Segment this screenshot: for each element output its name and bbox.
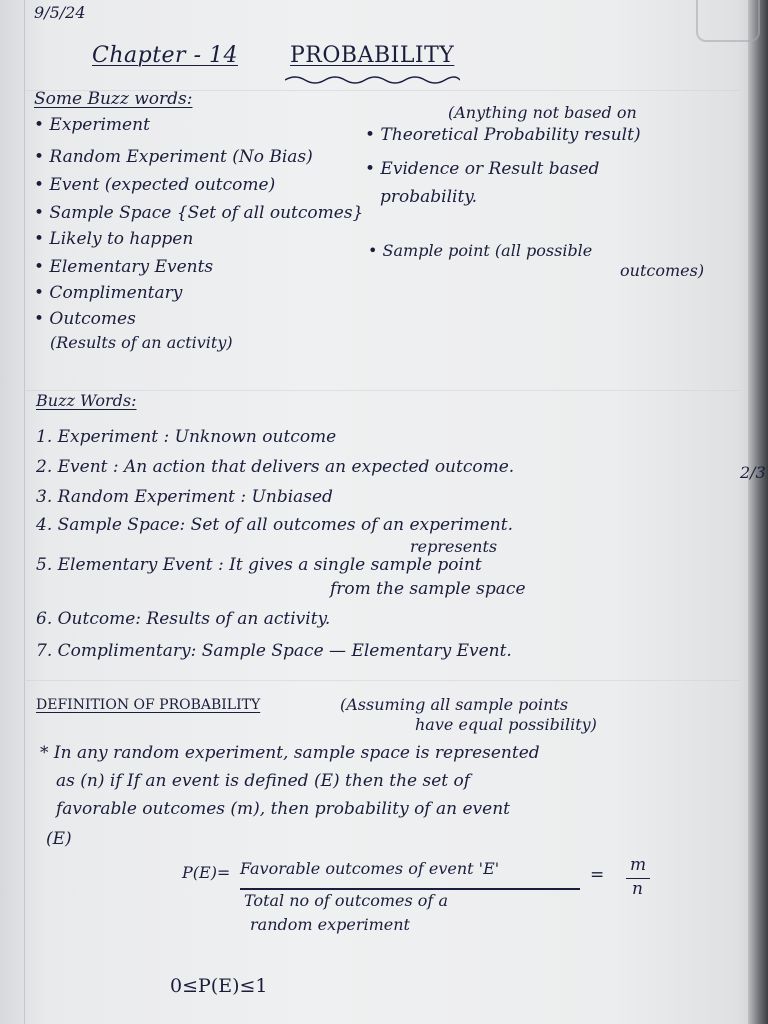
formula-denominator: Total no of outcomes of a (244, 891, 448, 910)
formula-numerator: Favorable outcomes of event 'E' (240, 859, 500, 878)
list-item: probability. (380, 187, 478, 207)
margin-note: 2/3 (740, 463, 766, 482)
definition-item: 7. Complimentary: Sample Space — Elementary Event. (36, 641, 512, 661)
definition-heading: DEFINITION OF PROBABILITY (36, 697, 261, 713)
list-item: • Theoretical Probability result) (365, 125, 641, 145)
list-item-note: outcomes) (620, 261, 705, 280)
list-item: • Evidence or Result based (365, 159, 600, 179)
list-item: • Sample Space {Set of all outcomes} (34, 203, 364, 223)
formula-denominator: random experiment (250, 915, 410, 934)
ruled-line (24, 680, 740, 681)
list-item: • Outcomes (34, 309, 136, 329)
definition-text: favorable outcomes (m), then probability of an event (56, 799, 510, 819)
formula-lhs: P(E)= (182, 863, 231, 882)
formula-result-numerator: m (630, 855, 647, 875)
margin-line (24, 0, 25, 1024)
wavy-underline (285, 74, 460, 86)
chapter-label: Chapter - 14 (92, 43, 238, 68)
list-item: • Event (expected outcome) (34, 175, 276, 195)
definition-item: 5. Elementary Event : It gives a single sample point (36, 555, 482, 575)
definition-item: 3. Random Experiment : Unbiased (36, 487, 333, 507)
definition-text: as (n) if If an event is defined (E) then the set of (56, 771, 471, 791)
definition-item: 6. Outcome: Results of an activity. (36, 609, 331, 629)
buzz-words-heading: Buzz Words: (36, 391, 137, 410)
list-item: • Elementary Events (34, 257, 214, 277)
list-item: • Likely to happen (34, 229, 194, 249)
list-item: • Experiment (34, 115, 150, 135)
definition-item: 1. Experiment : Unknown outcome (36, 427, 337, 447)
probability-bounds: 0≤P(E)≤1 (170, 975, 268, 997)
fraction-line (240, 888, 580, 890)
definition-text: (E) (46, 829, 72, 849)
buzz-words-intro-heading: Some Buzz words: (34, 89, 193, 109)
list-item: • Random Experiment (No Bias) (34, 147, 313, 167)
binder-ring (696, 0, 760, 42)
definition-condition: have equal possibility) (415, 715, 597, 734)
list-item-note: (Anything not based on (448, 103, 637, 122)
list-item: • Sample point (all possible (368, 241, 593, 260)
page-title: PROBABILITY (290, 43, 455, 68)
formula-equals: = (590, 865, 605, 885)
inserted-word: represents (410, 537, 498, 556)
definition-item: 4. Sample Space: Set of all outcomes of an experiment. (36, 515, 513, 535)
definition-item-continued: from the sample space (330, 579, 526, 599)
definition-condition: (Assuming all sample points (340, 695, 569, 714)
formula-result-denominator: n (632, 879, 643, 899)
definition-text: * In any random experiment, sample space is represented (40, 743, 540, 763)
list-item: • Complimentary (34, 283, 183, 303)
date: 9/5/24 (34, 3, 86, 22)
list-item-note: (Results of an activity) (50, 333, 233, 352)
page-edge (748, 0, 768, 1024)
definition-item: 2. Event : An action that delivers an expected outcome. (36, 457, 515, 477)
